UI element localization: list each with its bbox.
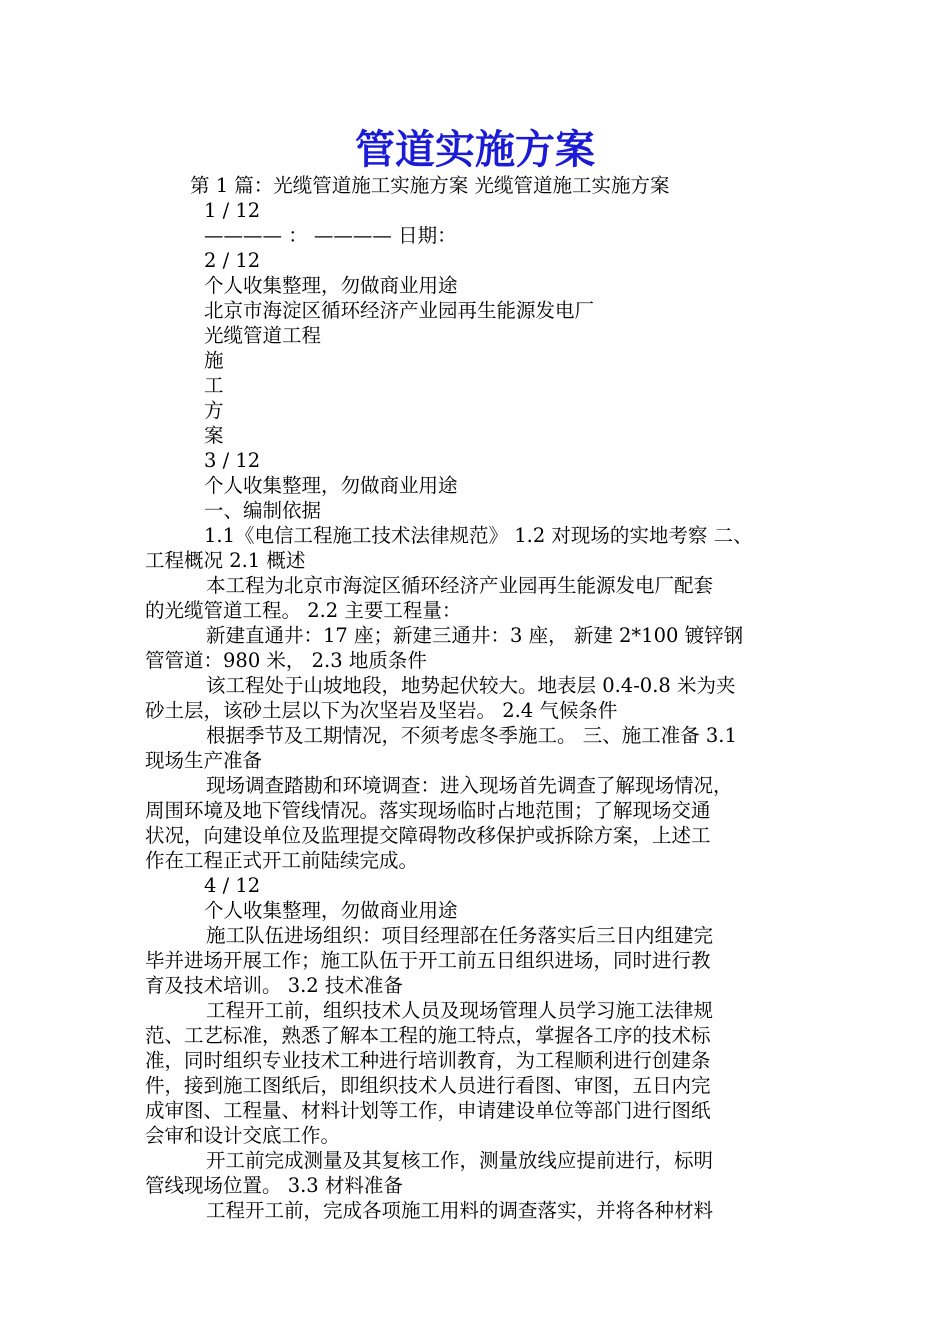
project-name-line: 光缆管道工程 [204,324,322,347]
body-line: 成审图、工程量、材料计划等工作，申请建设单位等部门进行图纸 [145,1099,711,1122]
date-line: ———— ： ———— 日期： [204,224,457,247]
body-line: 范、工艺标准，熟悉了解本工程的施工特点，掌握各工序的技术标 [145,1024,711,1047]
watermark-note: 个人收集整理，勿做商业用途 [204,474,458,497]
vertical-title-char: 施 [204,349,224,372]
body-line: 砂土层，该砂土层以下为次坚岩及坚岩。 2.4 气候条件 [145,699,618,722]
body-line: 该工程处于山坡地段，地势起伏较大。地表层 0.4-0.8 米为夹 [206,674,736,697]
body-line: 工程开工前，组织技术人员及现场管理人员学习施工法律规 [206,999,714,1022]
page-number: 1 / 12 [204,199,261,222]
body-line: 根据季节及工期情况，不须考虑冬季施工。 三、施工准备 3.1 [206,724,737,747]
watermark-note: 个人收集整理，勿做商业用途 [204,274,458,297]
body-line: 会审和设计交底工作。 [145,1124,341,1147]
body-line: 本工程为北京市海淀区循环经济产业园再生能源发电厂配套 [206,574,714,597]
page-number: 3 / 12 [204,449,261,472]
body-line: 1.1《电信工程施工技术法律规范》 1.2 对现场的实地考察 二、 [204,524,753,547]
body-line: 状况，向建设单位及监理提交障碍物改移保护或拆除方案，上述工 [145,824,711,847]
watermark-note: 个人收集整理，勿做商业用途 [204,899,458,922]
body-line: 现场调查踏勘和环境调查：进入现场首先调查了解现场情况， [206,774,733,797]
body-line: 开工前完成测量及其复核工作，测量放线应提前进行，标明 [206,1149,714,1172]
body-line: 现场生产准备 [145,749,263,772]
vertical-title-char: 案 [204,424,224,447]
body-line: 管管道：980 米， 2.3 地质条件 [145,649,427,672]
section-heading: 一、编制依据 [204,499,322,522]
project-name-line: 北京市海淀区循环经济产业园再生能源发电厂 [204,299,595,322]
article-heading: 第 1 篇：光缆管道施工实施方案 光缆管道施工实施方案 [190,174,670,197]
page-number: 4 / 12 [204,874,261,897]
body-line: 管线现场位置。 3.3 材料准备 [145,1174,403,1197]
body-line: 新建直通井：17 座；新建三通井：3 座， 新建 2*100 镀锌钢 [206,624,744,647]
body-line: 工程概况 2.1 概述 [145,549,306,572]
body-line: 工程开工前，完成各项施工用料的调查落实，并将各种材料 [206,1199,714,1222]
body-line: 周围环境及地下管线情况。落实现场临时占地范围；了解现场交通 [145,799,711,822]
document-title: 管道实施方案 [355,126,595,173]
page-number: 2 / 12 [204,249,261,272]
body-line: 件，接到施工图纸后，即组织技术人员进行看图、审图，五日内完 [145,1074,711,1097]
body-line: 作在工程正式开工前陆续完成。 [145,849,419,872]
vertical-title-char: 方 [204,399,224,422]
body-line: 育及技术培训。 3.2 技术准备 [145,974,403,997]
body-line: 毕并进场开展工作；施工队伍于开工前五日组织进场，同时进行教 [145,949,711,972]
body-line: 施工队伍进场组织：项目经理部在任务落实后三日内组建完 [206,924,714,947]
vertical-title-char: 工 [204,374,224,397]
body-line: 的光缆管道工程。 2.2 主要工程量： [145,599,462,622]
body-line: 准，同时组织专业技术工种进行培训教育，为工程顺利进行创建条 [145,1049,711,1072]
